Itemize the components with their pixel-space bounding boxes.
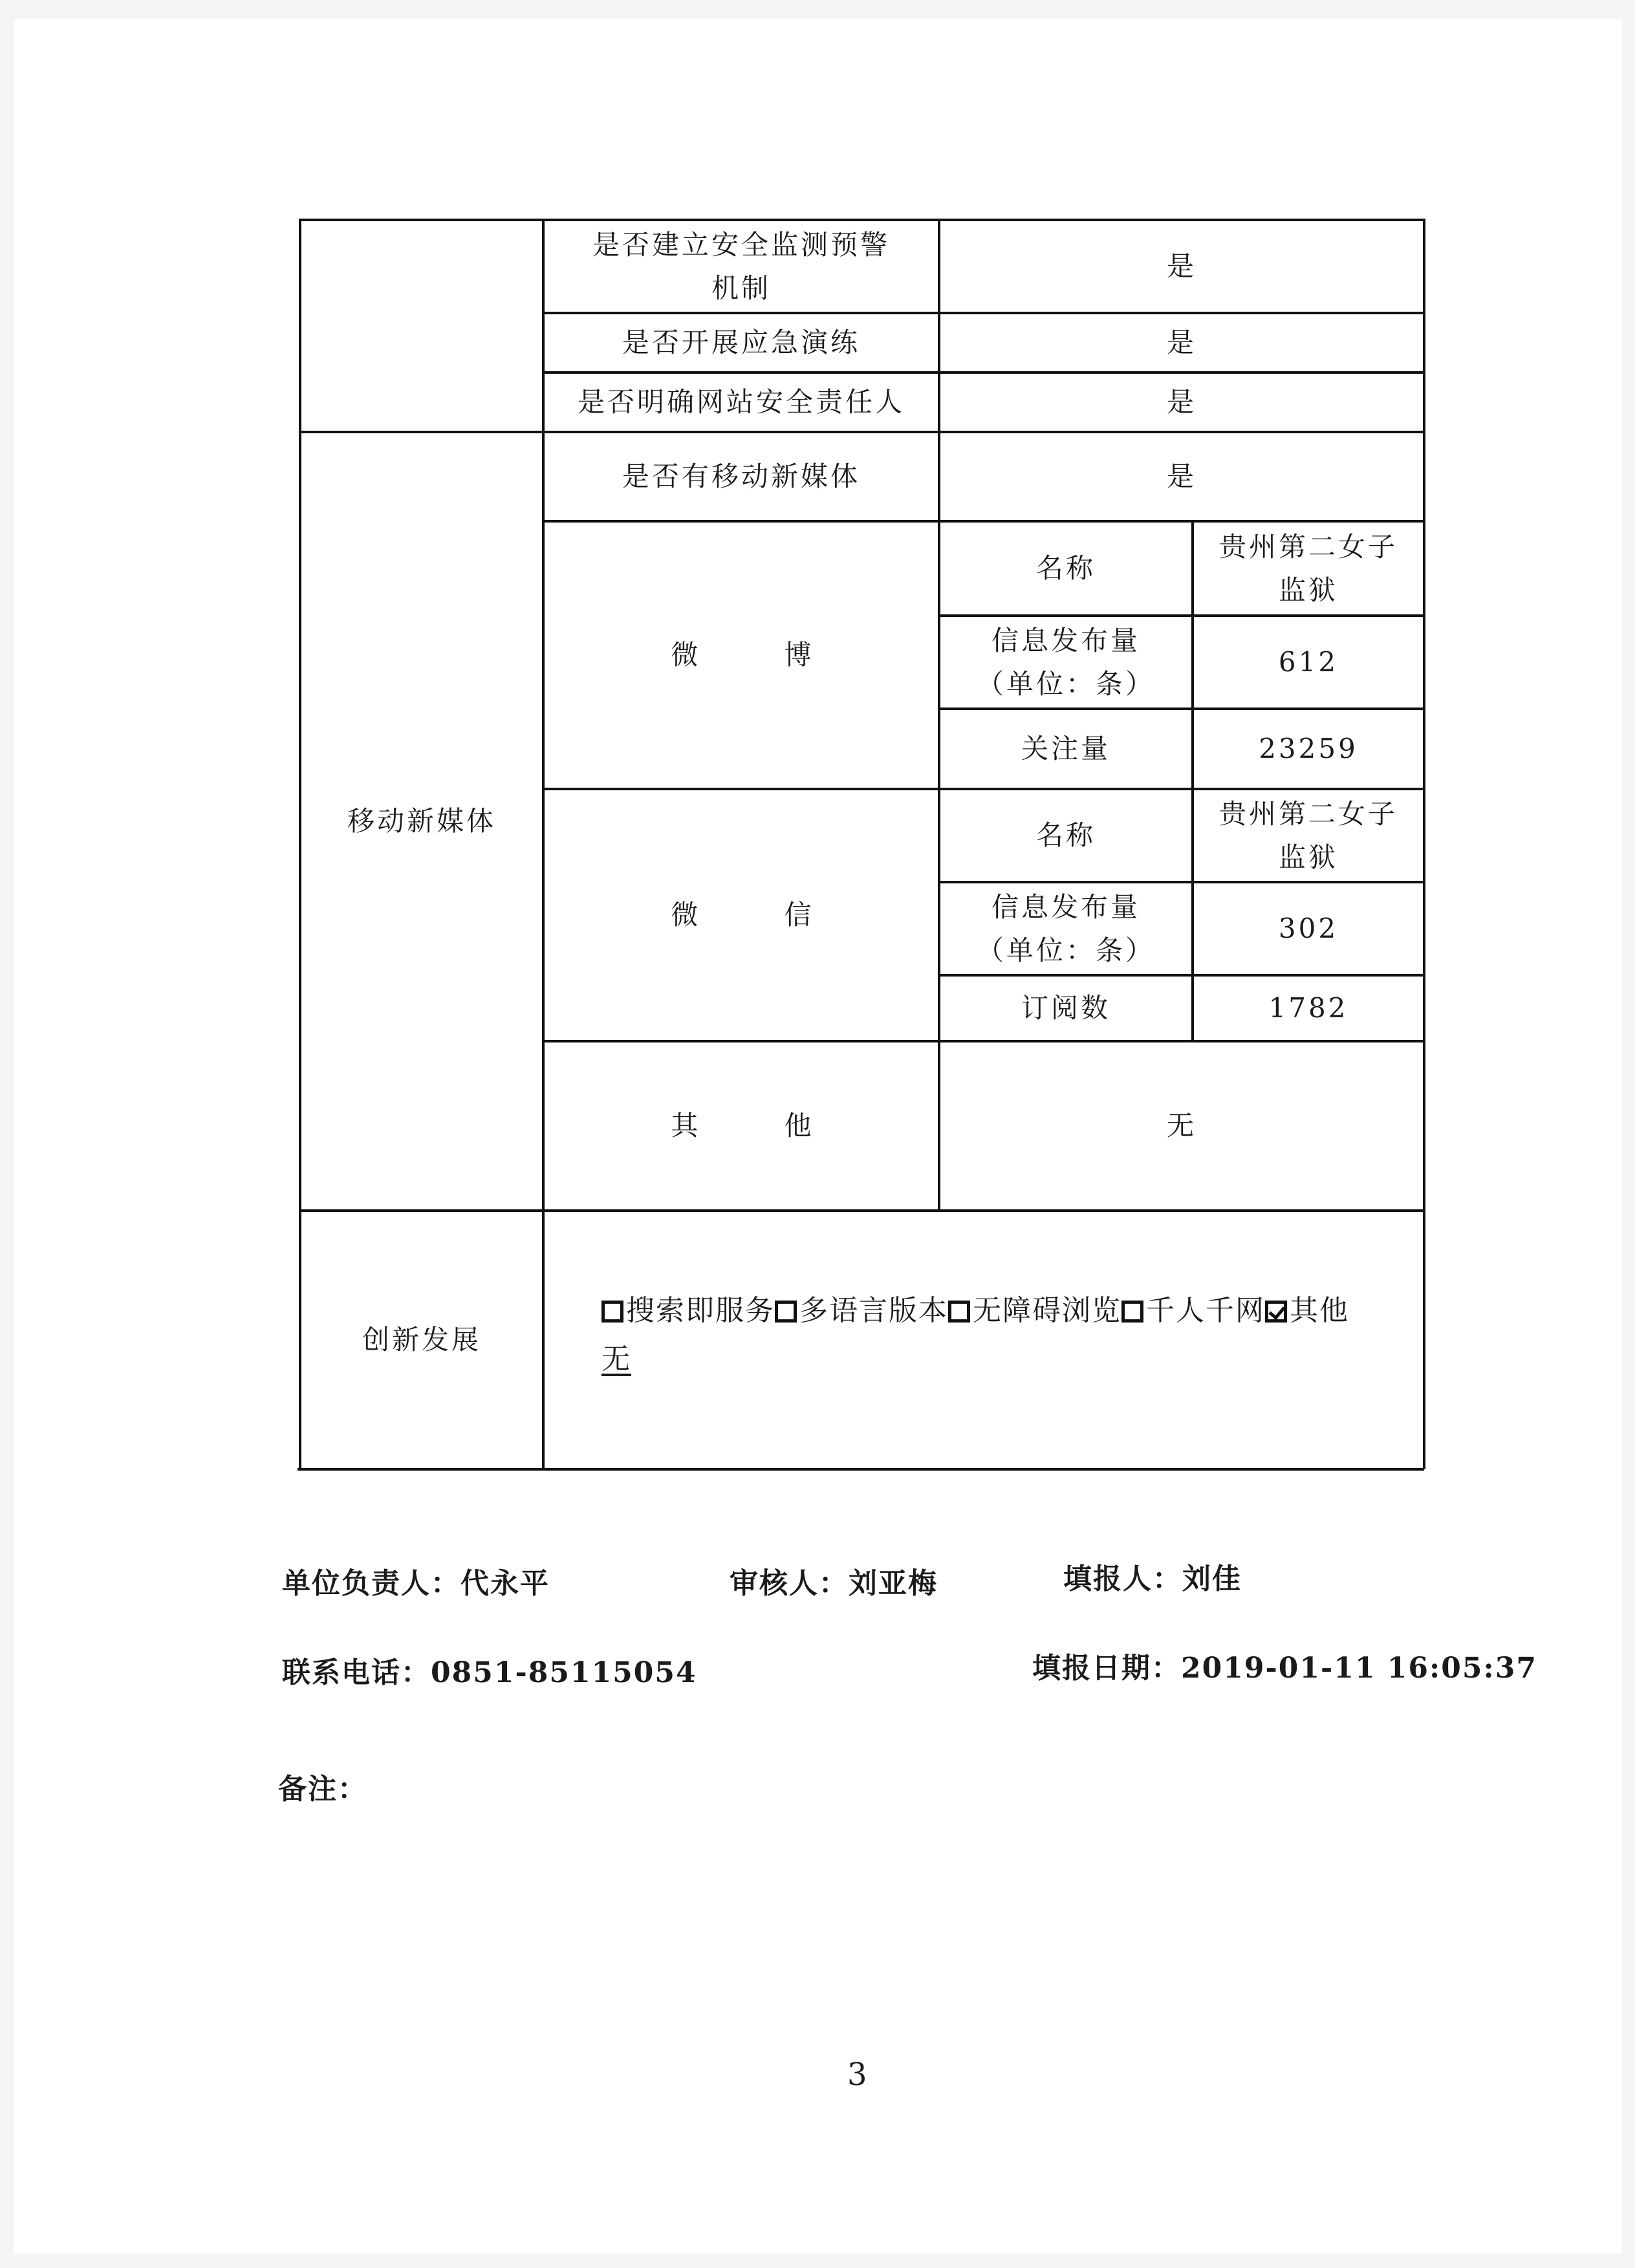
contact-phone: 联系电话：0851-85115054 <box>282 1656 697 1689</box>
wechat-label: 微 信 <box>671 899 850 931</box>
option-personalized[interactable]: 千人千网 <box>1121 1294 1265 1327</box>
wechat-name: 贵州第二女子 监狱 <box>1218 797 1398 873</box>
innovation-options <box>601 1287 1397 1384</box>
has-mobile-answer: 是 <box>1166 460 1196 493</box>
weibo-count-label: 信息发布量 （单位：条） <box>976 624 1155 700</box>
checkbox-icon[interactable] <box>948 1301 970 1323</box>
page-number: 3 <box>847 2057 867 2093</box>
other-value: 无 <box>1166 1110 1196 1142</box>
weibo-count: 612 <box>1278 646 1339 678</box>
innovation-other-text: 无 <box>601 1342 631 1376</box>
reviewer: 审核人：刘亚梅 <box>730 1567 938 1600</box>
remarks: 备注： <box>278 1773 367 1806</box>
wechat-name-label: 名称 <box>1035 819 1096 852</box>
checkbox-icon[interactable] <box>775 1301 797 1323</box>
wechat-count-label: 信息发布量 （单位：条） <box>976 891 1155 966</box>
monitoring-answer: 是 <box>1166 250 1196 283</box>
option-other[interactable]: 其他 <box>1265 1294 1349 1327</box>
drill-question: 是否开展应急演练 <box>622 327 860 359</box>
has-mobile-question: 是否有移动新媒体 <box>622 460 860 493</box>
option-multilingual[interactable]: 多语言版本 <box>775 1294 948 1327</box>
monitoring-question: 是否建立安全监测预警 机制 <box>592 228 890 304</box>
innovation-section-label: 创新发展 <box>362 1324 481 1356</box>
unit-head: 单位负责人：代永平 <box>282 1567 550 1600</box>
checked-checkbox-icon[interactable] <box>1265 1301 1287 1323</box>
wechat-sub-label: 订阅数 <box>1021 992 1110 1024</box>
checkbox-icon[interactable] <box>1121 1301 1143 1323</box>
wechat-count: 302 <box>1278 913 1339 945</box>
weibo-name-label: 名称 <box>1035 552 1096 585</box>
responsible-question: 是否明确网站安全责任人 <box>577 386 905 418</box>
weibo-label: 微 博 <box>671 639 850 671</box>
weibo-name: 贵州第二女子 监狱 <box>1218 530 1398 606</box>
filler: 填报人：刘佳 <box>1063 1562 1242 1595</box>
checkbox-icon[interactable] <box>601 1301 623 1323</box>
mobile-media-section-label: 移动新媒体 <box>347 805 496 837</box>
fill-date: 填报日期：2019-01-11 16:05:37 <box>1032 1652 1537 1685</box>
weibo-follow-label: 关注量 <box>1021 733 1110 765</box>
responsible-answer: 是 <box>1166 386 1196 418</box>
option-accessibility[interactable]: 无障碍浏览 <box>948 1294 1121 1327</box>
wechat-sub: 1782 <box>1268 992 1348 1024</box>
weibo-follow: 23259 <box>1259 733 1358 765</box>
other-label: 其 他 <box>671 1110 850 1142</box>
option-search-service[interactable]: 搜索即服务 <box>601 1294 775 1327</box>
drill-answer: 是 <box>1166 327 1196 359</box>
